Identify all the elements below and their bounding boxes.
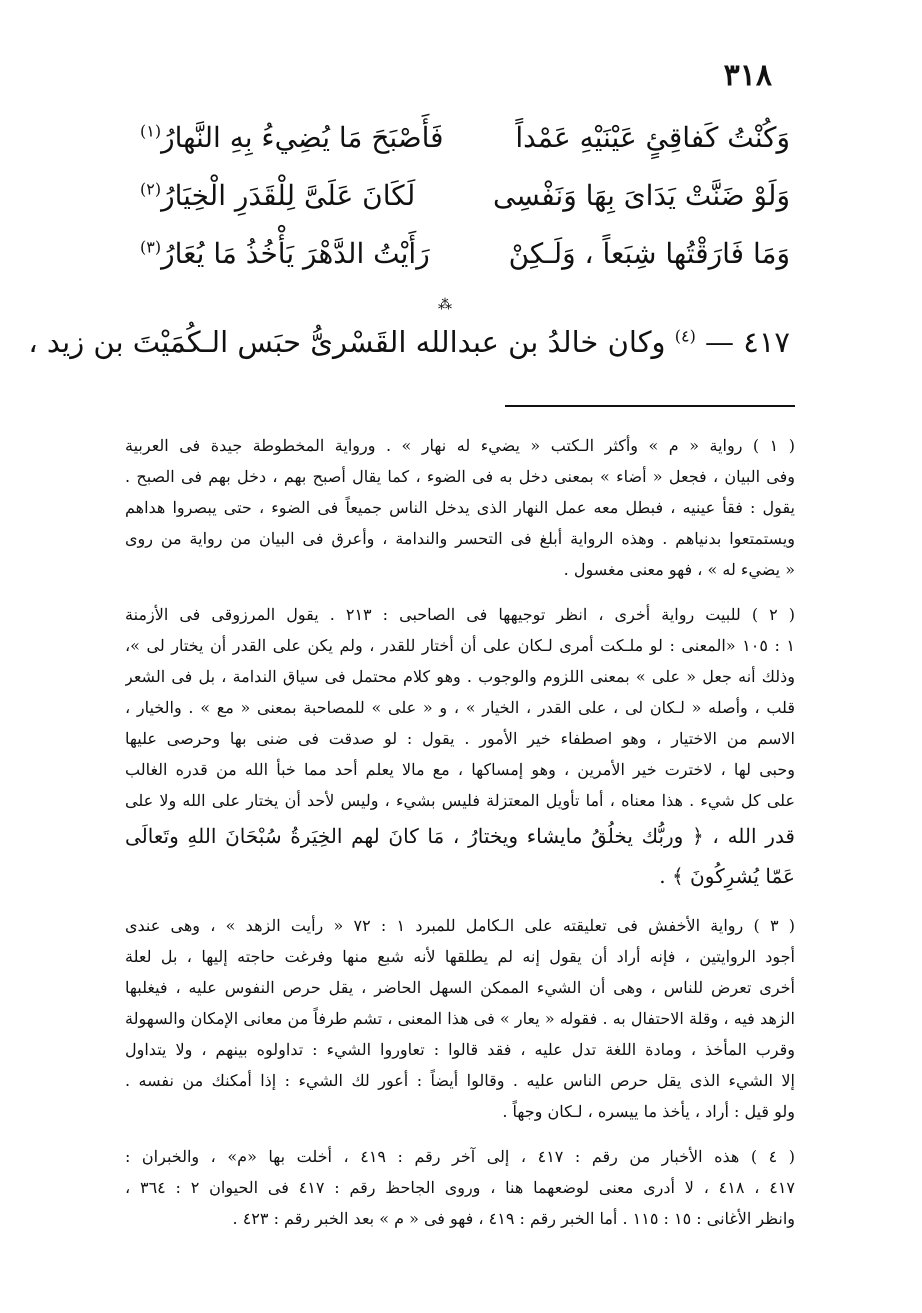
footnote-1	[125, 430, 795, 585]
footnote-line: أخرى تعرض للناس ، وهى أن الشيء الممكن السهل الحاضر ، يقل حرص النفوس عليه ، فيغلبها	[125, 978, 795, 997]
footnote-2	[125, 599, 795, 896]
footnote-line: ( ٢ ) للبيت رواية أخرى ، انظر توجيهها فى الصاحبى : ٢١٣ . يقول المرزوقى فى الأزمنة	[125, 605, 795, 624]
verse-line	[140, 166, 790, 224]
footnote-marker: (١)	[140, 121, 162, 141]
verse-first-half: وَكُنْتُ كَفاقِئٍ عَيْنَيْهِ عَمْداً	[515, 120, 790, 154]
footnote-line: وذلك أنه جعل « على » بمعنى اللزوم والوجوب . وهو كلام محتمل فى سياق الندامة ، بل فى الشعر	[125, 667, 795, 686]
footnote-line: إلا الشيء الذى يقل حرص الناس عليه . وقالوا أيضاً : أعور لك الشيء : إذا أمكنك من نفسه .	[125, 1071, 795, 1090]
verse-second-half	[140, 121, 460, 154]
entry-dash: —	[695, 325, 735, 359]
footnote-line: ٤١٧ ، ٤١٨ ، لا أدرى معنى لوضعهما هنا ، وروى الجاحظ رقم : ٤١٧ فى الحيوان ٢ : ٣٦٤ ،	[125, 1178, 795, 1197]
footnote-line: وحبى لها ، لاخترت خير الأمرين ، وهو إمساكها ، مع مالا يعلم أحد مما خبأ الله من قدره الغالب	[125, 760, 795, 779]
footnote-line: ( ٣ ) رواية الأخفش فى تعليقته على الـكامل للمبرد ١ : ٧٢ « رأيت الزهد » ، وهى عندى	[125, 916, 795, 935]
footnote-marker: (٢)	[140, 179, 162, 199]
verse-first-half: وَمَا فَارَقْتُها شِبَعاً ، وَلَـكِنْ	[508, 236, 790, 270]
footnote-line: وقرب المأخذ ، ومادة اللغة تدل عليه ، فقد قالوا : تعاوروا الشيء : تداولوه بينهم ، ولا يتداول	[125, 1040, 795, 1059]
verse-second-half-text: فَأَصْبَحَ مَا يُضِيءُ بِهِ النَّهارُ	[161, 120, 444, 154]
footnote-line: يقول : فقأ عينيه ، فبطل معه عمل النهار الذى يدخل الناس جميعاً فى الضوء ، حتى يبصروا هداهم	[125, 498, 795, 517]
verse-line	[140, 108, 790, 166]
footnote-line: عَمّا يُشرِكُونَ ﴾ .	[659, 864, 795, 888]
footnote-line: وانظر الأغانى : ١٥ : ١١٥ . أما الخبر رقم : ٤١٩ ، فهو فى « م » بعد الخبر رقم : ٤٢٣ .	[232, 1209, 795, 1228]
entry-line	[28, 325, 790, 359]
verse-line	[140, 224, 790, 282]
footnote-line: « يضيء له » ، فهو معنى مغسول .	[563, 560, 795, 579]
footnote-line: الزهد فيه ، وقلة الاحتفال به . فقوله « يعار » فى هذا المعنى ، تشم طرفاً من معانى الإمكان والسهولة	[125, 1009, 795, 1028]
footnote-4	[125, 1141, 795, 1234]
footnotes	[125, 430, 795, 1248]
footnote-line: وفى البيان ، فجعل « أضاء » بمعنى دخل به فى الضوء ، كما يقال أصبح بهم ، دخل بهم فى الصبح .	[125, 467, 795, 486]
footnote-line: ويستمتعوا بدنياهم . وهذه الرواية أبلغ فى التحسر والندامة ، وأعرق فى البيان من رواية من روى	[125, 529, 795, 548]
footnote-line: ولو قيل : أراد ، يأخذ ما ييسره ، لـكان وجهاً .	[502, 1102, 795, 1121]
poem	[140, 108, 790, 282]
verse-second-half	[140, 179, 460, 212]
footnote-line: قدر الله ، ﴿ وربُّك يخلُقُ مايشاء ويختارُ ، مَا كانَ لهم الخِيَرةُ سُبْحَانَ اللهِ وتَعالَى	[125, 824, 795, 848]
footnote-line: ( ٤ ) هذه الأخبار من رقم : ٤١٧ ، إلى آخر رقم : ٤١٩ ، أخلت بها «م» ، والخبران :	[125, 1147, 795, 1166]
footnote-line: الاسم من الاختيار ، وهو اصطفاء خير الأمور . يقول : لو صدقت فى ضنى بها وحرصى عليها	[125, 729, 795, 748]
entry-text: وكان خالدُ بن عبدالله القَسْرىُّ حبَس الـكُمَيْتَ بن زيد ،	[28, 325, 666, 359]
footnote-marker: (٣)	[140, 237, 162, 257]
verse-first-half: وَلَوْ ضَنَّتْ يَدَاىَ بِهَا وَنَفْسِى	[492, 178, 790, 212]
entry-number: ٤١٧	[743, 325, 790, 359]
footnote-line: أجود الروايتين ، فإنه أراد أن يقول إنه لم يطلقها لأنه شبع منها وفرغت حاجته إليها ، بل لعلة	[125, 947, 795, 966]
section-ornament: ⁂	[438, 297, 462, 313]
verse-second-half-text: رَأَيْتُ الدَّهْرَ يَأْخُذُ مَا يُعَارُ	[161, 236, 430, 270]
page-number: ٣١٨	[723, 58, 772, 93]
footnote-line: ( ١ ) رواية « م » وأكثر الـكتب « يضيء له نهار » . ورواية المخطوطة جيدة فى العربية	[125, 436, 795, 455]
footnote-3	[125, 910, 795, 1127]
verse-second-half	[140, 237, 460, 270]
footnote-line: على كل شيء . هذا معناه ، أما تأويل المعتزلة فليس بشيء ، وليس لأحد أن يختار على الله ولا على	[125, 791, 795, 810]
footnote-line: قلب ، وأصله « لـكان لى ، على القدر ، الخيار » ، و « على » للمصاحبة بمعنى « مع » . والخيار ،	[125, 698, 795, 717]
verse-second-half-text: لَكَانَ عَلَىَّ لِلْقَدَرِ الْخِيَارُ	[161, 178, 416, 212]
footnote-line: ١ : ١٠٥ «المعنى : لو ملـكت أمرى لـكان على أن أختار للقدر ، ولم يكن على القدر أن يختار لى »،	[125, 636, 795, 655]
footnote-marker: (٤)	[674, 326, 696, 346]
footnote-separator	[505, 405, 795, 407]
